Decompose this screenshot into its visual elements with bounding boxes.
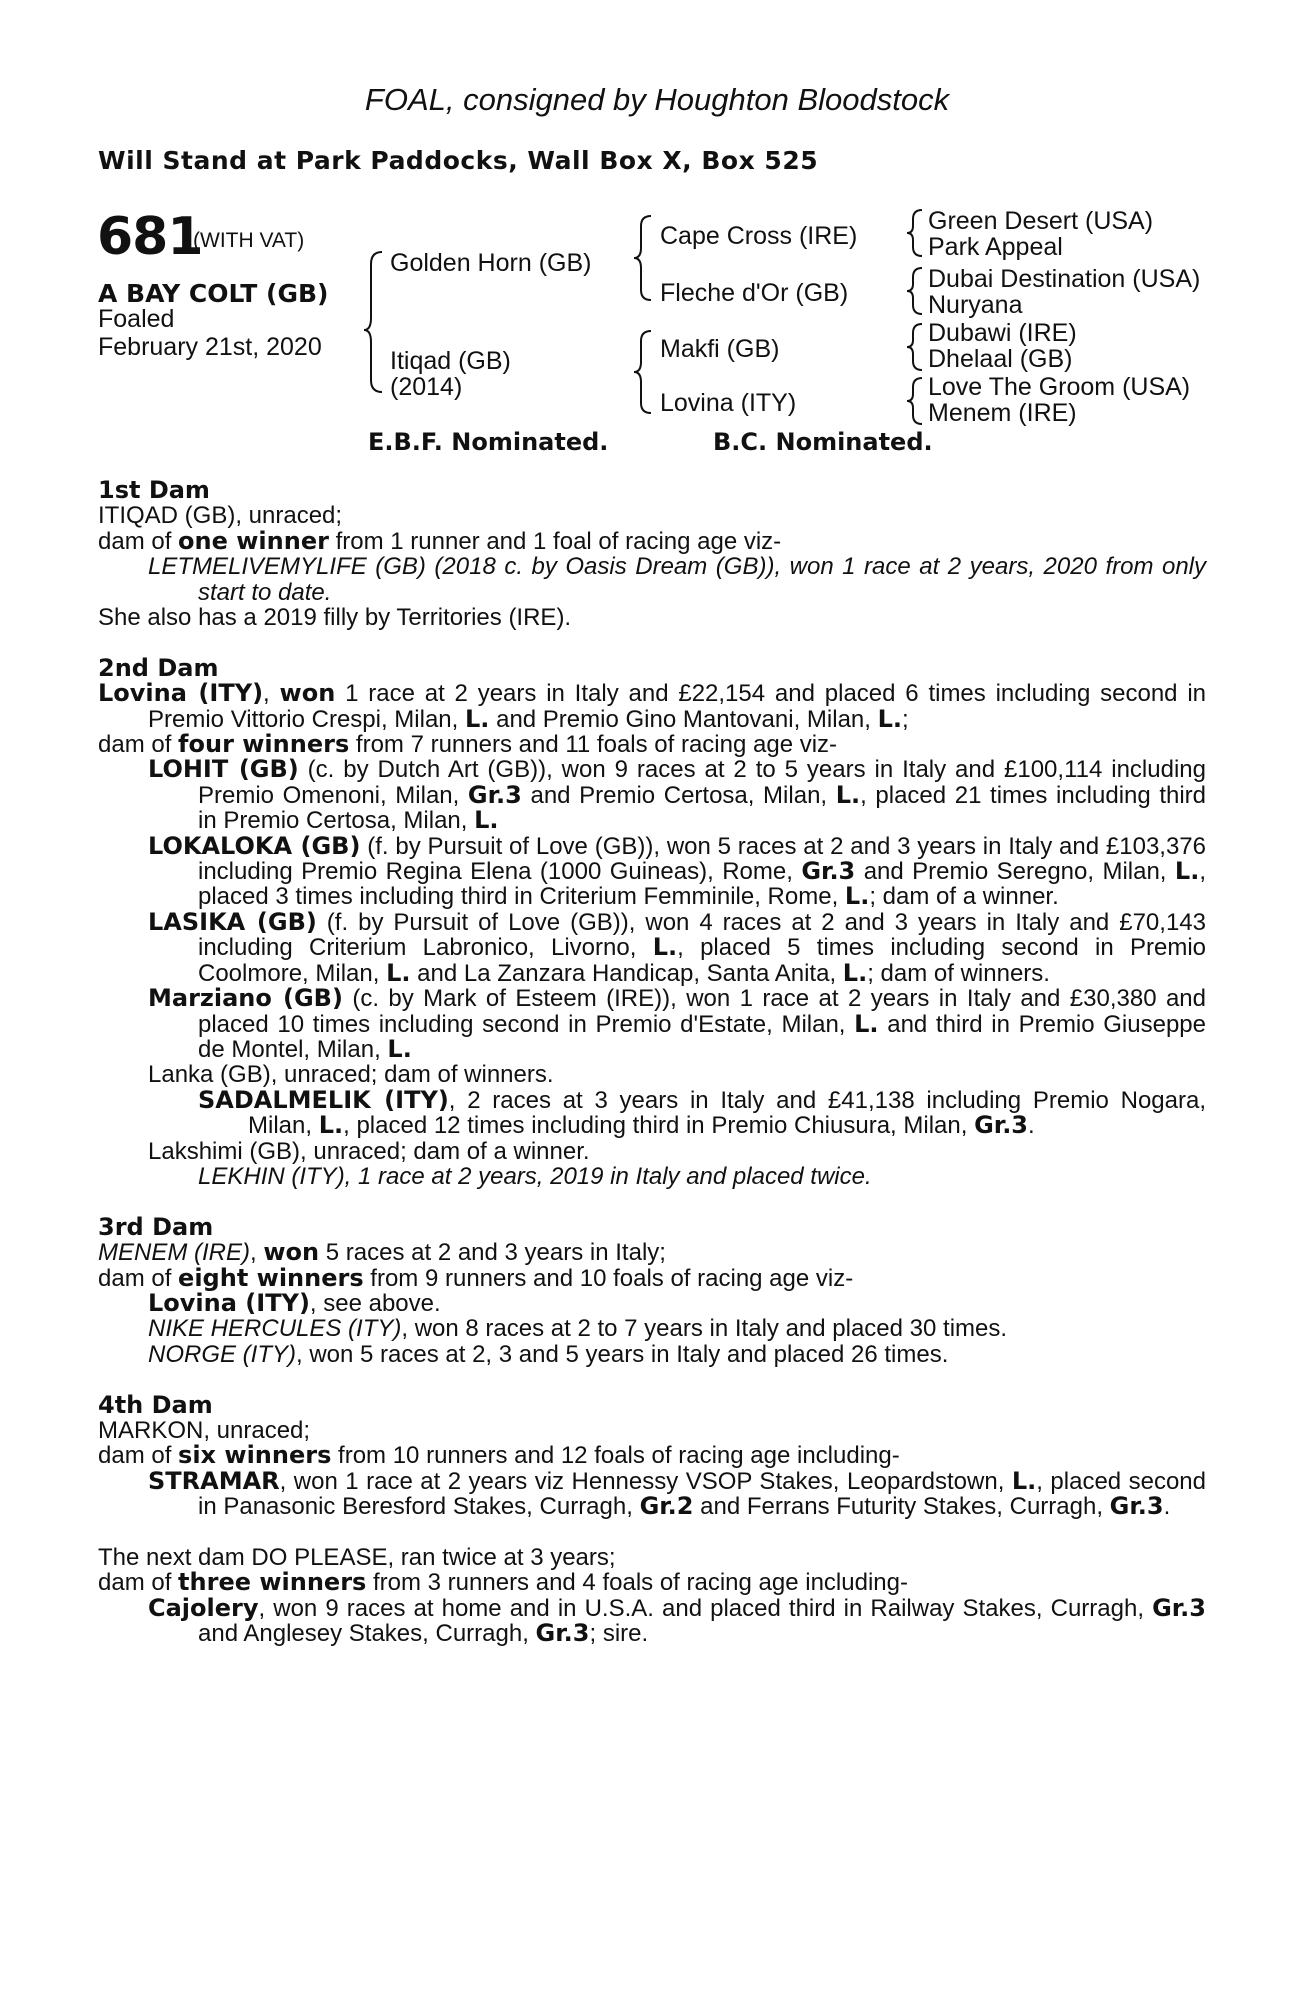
entry-cajolery: Cajolery, won 9 races at home and in U.S.A. and placed third in Railway Stakes, Curragh, Gr.3 and Anglesey Stakes, Curragh, Gr.3; sire.	[148, 1593, 1206, 1648]
pedigree-g3-4: Nuryana	[928, 291, 1023, 319]
pedigree-notes	[98, 478, 1206, 1647]
vat-note: (WITH VAT)	[193, 229, 305, 252]
pedigree-g3-2: Park Appeal	[928, 233, 1063, 261]
entry-lovina: Lovina (ITY), see above.	[148, 1288, 441, 1317]
entry-lanka: Lanka (GB), unraced; dam of winners.	[148, 1061, 554, 1089]
dam1-summary: dam of one winner from 1 runner and 1 foal of racing age viz-	[98, 526, 782, 555]
dam1-note: She also has a 2019 filly by Territories (IRE).	[98, 604, 572, 632]
pedigree-dam-dam: Lovina (ITY)	[660, 389, 797, 417]
dam1-heading: 1st Dam	[98, 476, 210, 504]
g3-bracket-4	[907, 378, 922, 424]
entry-marziano: Marziano (GB) (c. by Mark of Esteem (IRE)), won 1 race at 2 years in Italy and £30,380 and placed 10 times including second in Premio d'Estate, Milan, L. and third in Premio Giuseppe de Montel, Milan, L.	[148, 984, 1207, 1063]
pedigree-sire: Golden Horn (GB)	[390, 249, 592, 277]
nextdam-summary: dam of three winners from 3 runners and 4 foals of racing age including-	[98, 1568, 908, 1597]
pedigree-sire-dam: Fleche d'Or (GB)	[660, 279, 849, 307]
entry-norge: NORGE (ITY), won 5 races at 2, 3 and 5 years in Italy and placed 26 times.	[148, 1340, 949, 1368]
page-title: FOAL, consigned by Houghton Bloodstock	[364, 82, 950, 117]
dam2-summary: dam of four winners from 7 runners and 11 foals of racing age viz-	[98, 730, 838, 759]
dam3-heading: 3rd Dam	[98, 1212, 214, 1241]
dam1-foal-entry: LETMELIVEMYLIFE (GB) (2018 c. by Oasis Dream (GB)), won 1 race at 2 years, 2020 from only start to date.	[148, 553, 1206, 606]
entry-lasika: LASIKA (GB) (f. by Pursuit of Love (GB)), won 4 races at 2 and 3 years in Italy and £70,143 including Criterium Labronico, Livorno, L., placed 5 times including second in Premio Coolmore, Milan, L. and La Zanzara Handicap, Santa Anita, L.; dam of winners.	[148, 907, 1207, 987]
sire-dam-bracket	[364, 252, 382, 392]
ebf-nomination: E.B.F. Nominated.	[368, 428, 609, 456]
dam4-intro: MARKON, unraced;	[98, 1416, 311, 1444]
dam2-intro: Lovina (ITY), won 1 race at 2 years in Italy and £22,154 and placed 6 times including second in Premio Vittorio Crespi, Milan, L. and Premio Gino Mantovani, Milan, L.;	[98, 679, 1206, 733]
nextdam-intro: The next dam DO PLEASE, ran twice at 3 years;	[98, 1544, 616, 1571]
pedigree-g3-7: Love The Groom (USA)	[928, 373, 1191, 401]
lot-description: A BAY COLT (GB)	[98, 279, 329, 308]
foaled-date: February 21st, 2020	[98, 333, 322, 361]
pedigree-g3-8: Menem (IRE)	[928, 399, 1077, 427]
lot-number: 681	[97, 207, 203, 267]
g3-bracket-3	[907, 324, 922, 370]
dam4-heading: 4th Dam	[98, 1390, 213, 1419]
foaled-label: Foaled	[98, 305, 175, 333]
dam-bracket	[634, 331, 651, 413]
entry-lakshimi: Lakshimi (GB), unraced; dam of a winner.	[148, 1137, 590, 1165]
dam1-intro: ITIQAD (GB), unraced;	[98, 502, 343, 530]
entry-lekhin: LEKHIN (ITY), 1 race at 2 years, 2019 in Italy and placed twice.	[198, 1162, 872, 1190]
dam2-heading: 2nd Dam	[98, 653, 219, 682]
dam3-intro: MENEM (IRE), won 5 races at 2 and 3 years in Italy;	[98, 1238, 666, 1267]
sire-bracket	[634, 216, 651, 300]
stand-location: Will Stand at Park Paddocks, Wall Box X, Box 525	[98, 146, 819, 175]
bc-nomination: B.C. Nominated.	[713, 428, 933, 456]
entry-nike-hercules: NIKE HERCULES (ITY), won 8 races at 2 to 7 years in Italy and placed 30 times.	[148, 1315, 1008, 1343]
pedigree-dam-sire: Makfi (GB)	[660, 335, 780, 363]
entry-stramar: STRAMAR, won 1 race at 2 years viz Hennessy VSOP Stakes, Leopardstown, L., placed second in Panasonic Beresford Stakes, Curragh, Gr.2 and Ferrans Futurity Stakes, Curragh, Gr.3.	[148, 1466, 1206, 1521]
entry-sadalmelik: SADALMELIK (ITY), 2 races at 3 years in Italy and £41,138 including Premio Nogara, Milan, L., placed 12 times including third in Premio Chiusura, Milan, Gr.3.	[198, 1085, 1207, 1140]
pedigree-g3-1: Green Desert (USA)	[928, 207, 1154, 235]
pedigree-dam-year: (2014)	[390, 373, 463, 401]
dam3-summary: dam of eight winners from 9 runners and 10 foals of racing age viz-	[98, 1263, 854, 1292]
g3-bracket-2	[907, 268, 922, 314]
pedigree-dam: Itiqad (GB)	[390, 347, 511, 375]
pedigree-g3-5: Dubawi (IRE)	[928, 319, 1077, 347]
g3-bracket-1	[907, 210, 922, 256]
entry-lokaloka: LOKALOKA (GB) (f. by Pursuit of Love (GB)), won 5 races at 2 and 3 years in Italy and £103,376 including Premio Regina Elena (1000 Guineas), Rome, Gr.3 and Premio Seregno, Milan, L., placed 3 times including third in Criterium Femminile, Rome, L.; dam of a winner.	[148, 831, 1206, 911]
pedigree-g3-3: Dubai Destination (USA)	[928, 265, 1201, 293]
dam4-summary: dam of six winners from 10 runners and 12 foals of racing age including-	[98, 1441, 900, 1470]
pedigree-sire-sire: Cape Cross (IRE)	[660, 222, 858, 250]
entry-lohit: LOHIT (GB) (c. by Dutch Art (GB)), won 9 races at 2 to 5 years in Italy and £100,114 including Premio Omenoni, Milan, Gr.3 and Premio Certosa, Milan, L., placed 21 times including third in Premio Certosa, Milan, L.	[148, 755, 1207, 835]
pedigree-g3-6: Dhelaal (GB)	[928, 345, 1073, 373]
